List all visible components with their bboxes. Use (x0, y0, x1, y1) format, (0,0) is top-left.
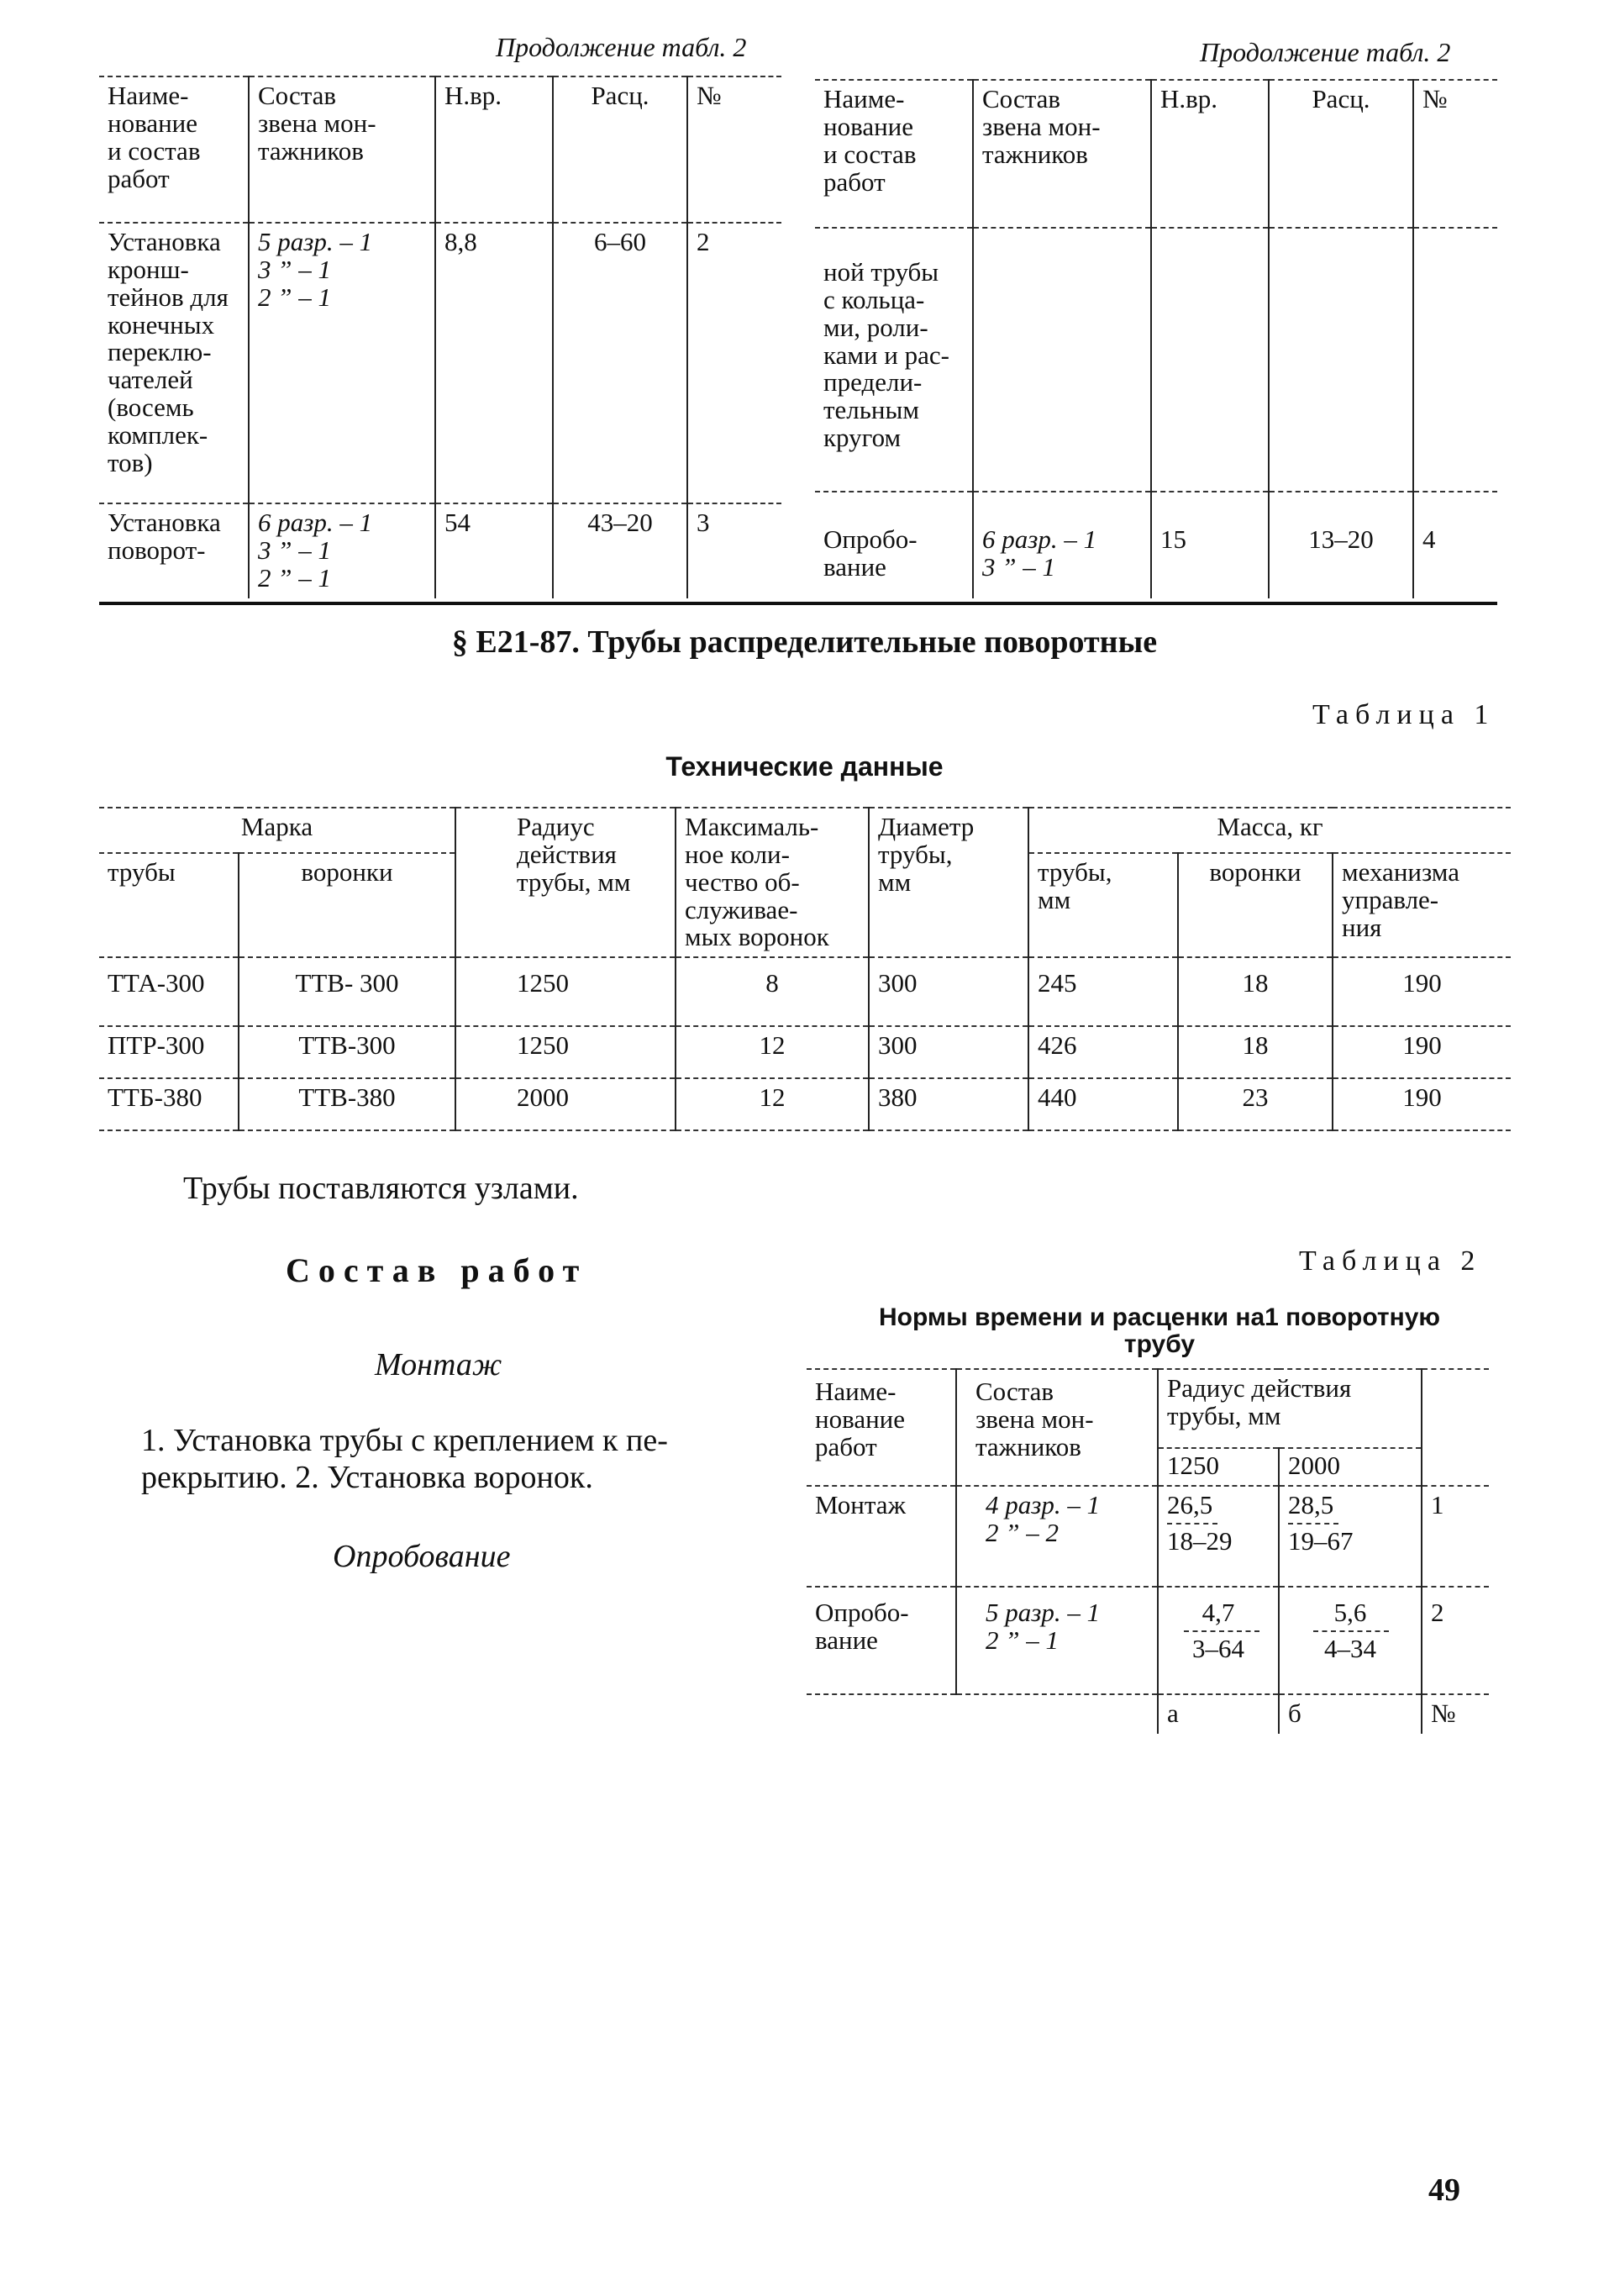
col-header: Состав звена мон- тажников (973, 80, 1151, 228)
work-name: Опробо- вание (815, 492, 973, 598)
price: 13–20 (1269, 492, 1413, 598)
table2-label: Таблица 2 (1299, 1245, 1482, 1277)
table-row (99, 1078, 1511, 1130)
norm-2000 (1279, 1587, 1422, 1694)
cell-voronki: ТТВ-300 (239, 1026, 455, 1078)
table-row (815, 492, 1497, 598)
footer-b: б (1279, 1694, 1422, 1734)
crew: 4 разр. – 1 2 ” – 2 (956, 1486, 1158, 1587)
footer-a: а (1158, 1694, 1279, 1734)
col-header-crew: Состав звена мон- тажников (956, 1369, 1158, 1486)
col-header-voronki: воронки (239, 853, 455, 957)
crew: 5 разр. – 1 3 ” – 1 2 ” – 1 (249, 223, 435, 503)
col-header-mass-voronki: воронки (1178, 853, 1333, 957)
col-header: № (697, 81, 722, 110)
footer-no: № (1431, 1698, 1456, 1728)
work-name: Опробо- вание (807, 1587, 956, 1694)
cell-max: 12 (676, 1078, 869, 1130)
col-header: Н.вр. (435, 76, 553, 223)
col-header: Наиме- нование и состав работ (99, 76, 249, 223)
col-header-2000: 2000 (1288, 1451, 1340, 1480)
fraction-line (1184, 1630, 1259, 1632)
footer-spacer (956, 1694, 1158, 1734)
footer-spacer (807, 1694, 956, 1734)
col-header-name: Наиме- нование работ (807, 1369, 956, 1486)
cell-mass-voronki: 18 (1178, 1026, 1333, 1078)
cell-mass-voronki: 23 (1178, 1078, 1333, 1130)
montazh-text: 1. Установка трубы с креплением к пе- рекрытию. 2. Установка воронок. (141, 1423, 668, 1496)
norm-price: 3–64 (1192, 1633, 1244, 1663)
price: 43–20 (553, 503, 687, 598)
continuation-label-right: Продолжение табл. 2 (1200, 37, 1451, 67)
cell-mass-mech: 190 (1402, 968, 1442, 998)
table1-caption: Технические данные (665, 751, 944, 782)
col-header: № (1422, 84, 1448, 113)
price (1269, 228, 1413, 492)
table1-label: Таблица 1 (1312, 699, 1496, 730)
continuation-table-right (815, 79, 1497, 598)
table-row (815, 228, 1497, 492)
col-header-1250: 1250 (1158, 1448, 1279, 1486)
cell-mass-truby: 440 (1028, 1078, 1178, 1130)
table-row (807, 1486, 1489, 1587)
norm-time: 4,7 (1201, 1597, 1235, 1627)
cell-voronki: ТТВ- 300 (239, 957, 455, 1026)
col-header-radius: Радиус действия трубы, мм (455, 808, 676, 957)
section-divider (99, 602, 1497, 605)
row-number (1413, 228, 1497, 492)
cell-voronki: ТТВ-380 (239, 1078, 455, 1130)
section-title: § Е21-87. Трубы распределительные поворотные (451, 624, 1158, 660)
price: 6–60 (553, 223, 687, 503)
table-row (99, 223, 781, 503)
norm (1151, 228, 1269, 492)
cell-diameter: 300 (869, 1026, 1028, 1078)
continuation-label-left: Продолжение табл. 2 (496, 32, 747, 62)
fraction-line (1288, 1523, 1338, 1525)
norm: 54 (435, 503, 553, 598)
technical-data-table (99, 807, 1511, 1131)
composition-title: Состав работ (286, 1251, 588, 1289)
crew: 6 разр. – 1 3 ” – 1 (973, 492, 1151, 598)
table2-caption: Нормы времени и расценки на1 поворотную трубу (878, 1303, 1441, 1358)
norm: 8,8 (435, 223, 553, 503)
cell-radius: 1250 (455, 1026, 676, 1078)
cell-max: 12 (676, 1026, 869, 1078)
cell-mass-voronki: 18 (1178, 957, 1333, 1026)
crew: 6 разр. – 1 3 ” – 1 2 ” – 1 (249, 503, 435, 598)
norm-1250 (1158, 1587, 1279, 1694)
work-name: Установка поворот- (99, 503, 249, 598)
col-header-diameter: Диаметр трубы, мм (869, 808, 1028, 957)
cell-diameter: 300 (869, 957, 1028, 1026)
col-header: Наиме- нование и состав работ (815, 80, 973, 228)
norm-time: 28,5 (1288, 1489, 1334, 1519)
norms-table (807, 1368, 1489, 1734)
table-row (99, 957, 1511, 1026)
cell-mass-mech: 190 (1402, 1030, 1442, 1061)
col-header-radius: Радиус действия трубы, мм (1158, 1369, 1422, 1448)
row-number: 4 (1422, 524, 1436, 554)
fraction-line (1313, 1630, 1389, 1632)
norm-price: 4–34 (1324, 1633, 1376, 1663)
col-header-max: Максималь- ное коли- чество об- служивае- мых воронок (676, 808, 869, 957)
col-header-empty (1422, 1369, 1489, 1486)
row-number: 3 (697, 508, 710, 537)
norm-price: 18–29 (1167, 1525, 1233, 1556)
row-number: 1 (1431, 1489, 1444, 1519)
work-name: Монтаж (807, 1486, 956, 1587)
col-header-truby: трубы (99, 853, 239, 957)
crew (973, 228, 1151, 492)
cell-truby: ПТР-300 (99, 1026, 239, 1078)
col-header: Н.вр. (1151, 80, 1269, 228)
cell-mass-mech: 190 (1402, 1082, 1442, 1113)
work-name: Установка кронш- тейнов для конечных переклю- чателей (восемь комплек- тов) (99, 223, 249, 503)
oprobovanie-title: Опробование (333, 1539, 511, 1574)
norm: 15 (1151, 492, 1269, 598)
continuation-table-left (99, 76, 781, 598)
cell-mass-truby: 245 (1028, 957, 1178, 1026)
col-header: Состав звена мон- тажников (249, 76, 435, 223)
col-header-marka: Марка (99, 808, 455, 853)
fraction-line (1167, 1523, 1217, 1525)
col-header-mass-mech: механизма управле- ния (1342, 857, 1459, 942)
row-number: 2 (1431, 1597, 1444, 1627)
col-header-mass-truby: трубы, мм (1028, 853, 1178, 957)
cell-diameter: 380 (869, 1078, 1028, 1130)
work-name: ной трубы с кольца- ми, роли- ками и рас- предели- тельным кругом (815, 228, 973, 492)
cell-max: 8 (676, 957, 869, 1026)
table-row (807, 1587, 1489, 1694)
norm-2000 (1279, 1486, 1422, 1587)
col-header-massa: Масса, кг (1028, 808, 1511, 853)
table-row (99, 503, 781, 598)
supplied-note: Трубы поставляются узлами. (183, 1171, 579, 1206)
norm-1250 (1158, 1486, 1279, 1587)
row-number: 2 (697, 227, 710, 256)
cell-truby: ТТБ-380 (99, 1078, 239, 1130)
norm-time: 26,5 (1167, 1489, 1213, 1519)
norm-price: 19–67 (1288, 1525, 1354, 1556)
col-header: Расц. (553, 76, 687, 223)
cell-mass-truby: 426 (1028, 1026, 1178, 1078)
page-number: 49 (1428, 2172, 1460, 2208)
norm-time: 5,6 (1333, 1597, 1367, 1627)
table-row (99, 1026, 1511, 1078)
cell-truby: ТТА-300 (99, 957, 239, 1026)
col-header: Расц. (1269, 80, 1413, 228)
cell-radius: 1250 (455, 957, 676, 1026)
cell-radius: 2000 (455, 1078, 676, 1130)
crew: 5 разр. – 1 2 ” – 1 (956, 1587, 1158, 1694)
montazh-title: Монтаж (375, 1347, 502, 1382)
